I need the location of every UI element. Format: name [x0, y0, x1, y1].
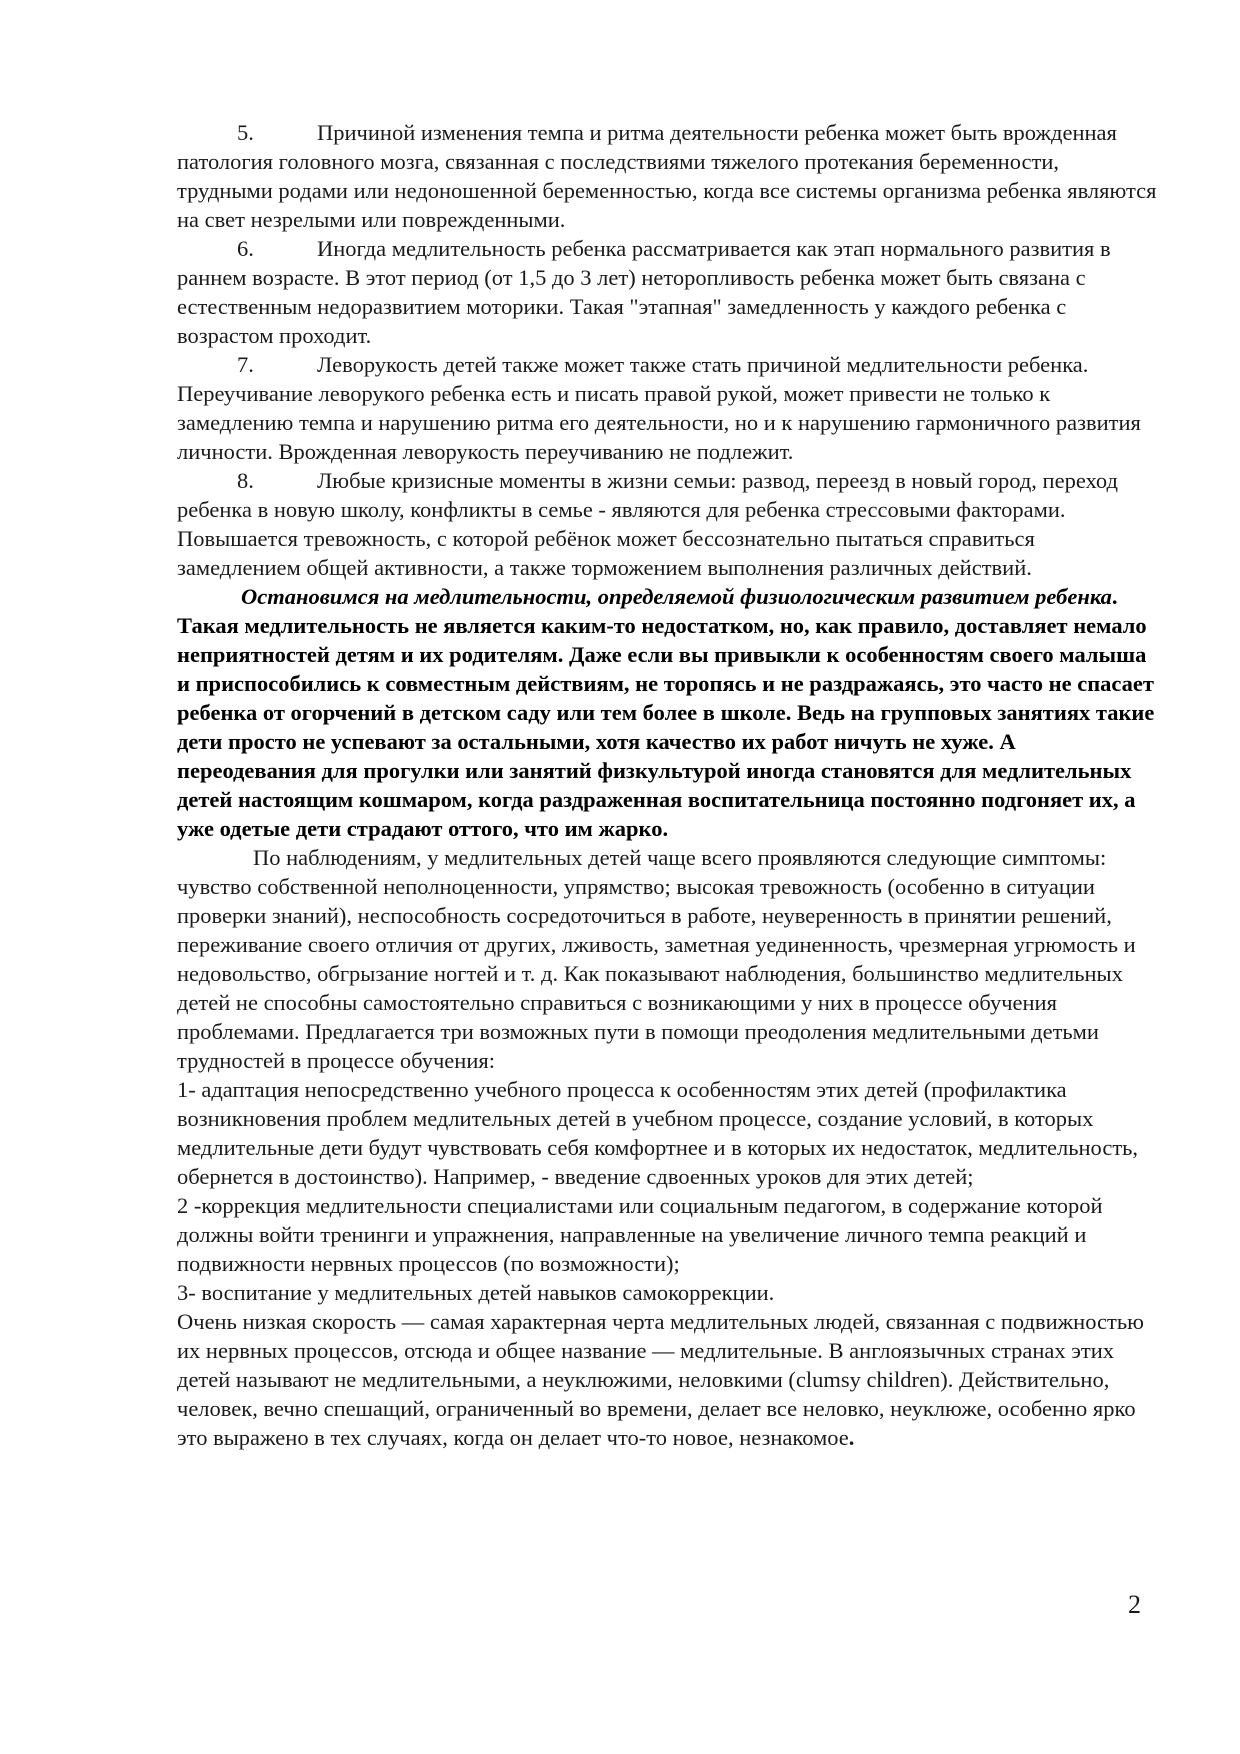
list-item-number: 7.: [237, 352, 254, 377]
paragraph-body-text: . Такая медлительность не является каким-то недостатком, но, как правило, доставляет немало неприятностей детям и их родителям. Даже если вы привыкли к особенностям своего малыша и приспособились к совместным действиям, не торопясь и не раздражаясь, это часто не спасает ребенка от огорчений в детском саду или тем более в школе. Ведь на групповых занятиях такие дети просто не успевают за остальными, хотя качество их работ ничуть не хуже. А переодевания для прогулки или занятий физкультурой иногда становятся для медлительных детей настоящим кошмаром, когда раздраженная воспитательница постоянно подгоняет их, а уже одетые дети страдают оттого, что им жарко.: [177, 584, 1155, 841]
list-item-number: 6.: [237, 236, 254, 261]
list-item-text: Любые кризисные моменты в жизни семьи: развод, переезд в новый город, переход ребенка в новую школу, конфликты в семье - являются для ребенка стрессовыми факторами. Повышается тревожность, с которой ребёнок может бессознательно пытаться справиться замедлением общей активности, а также торможением выполнения различных действий.: [177, 468, 1118, 580]
observations-paragraph: По наблюдениям, у медлительных детей чаще всего проявляются следующие симптомы: чувство собственной неполноценности, упрямство; высокая тревожность (особенно в ситуации проверки знаний), неспособность сосредоточиться в работе, неуверенность в принятии решений, переживание своего отличия от других, лживость, заметная уединенность, чрезмерная угрюмость и недовольство, обгрызание ногтей и т. д. Как показывают наблюдения, большинство медлительных детей не способны самостоятельно справиться с возникающими у них в процессе обучения проблемами. Предлагается три возможных пути в помощи преодоления медлительными детьми трудностей в процессе обучения:: [177, 845, 1136, 1073]
list-item-number: 5.: [237, 120, 254, 145]
list-item-text: Леворукость детей также может также стать причиной медлительности ребенка. Переучивание леворукого ребенка есть и писать правой рукой, может привести не только к замедлению темпа и нарушению ритма его деятельности, но и к нарушению гармоничного развития личности. Врожденная леворукость переучиванию не подлежит.: [177, 352, 1141, 464]
way-item-1: 1- адаптация непосредственно учебного процесса к особенностям этих детей (профилактика возникновения проблем медлительных детей в учебном процессе, создание условий, в которых медлительные дети будут чувствовать себя комфортнее и в которых их недостаток, медлительность, обернется в достоинство). Например, - введение сдвоенных уроков для этих детей;: [177, 1077, 1139, 1189]
physiological-slowness-paragraph: [177, 582, 1157, 843]
list-item-5: [177, 118, 1157, 234]
way-item-3: 3- воспитание у медлительных детей навыков самокоррекции.: [177, 1280, 775, 1305]
list-item-7: [177, 350, 1157, 466]
list-item-8: [177, 466, 1157, 582]
list-item-text: Иногда медлительность ребенка рассматривается как этап нормального развития в раннем возрасте. В этот период (от 1,5 до 3 лет) неторопливость ребенка может быть связана с естественным недоразвитием моторики. Такая "этапная" замедленность у каждого ребенка с возрастом проходит.: [177, 236, 1111, 348]
paragraph-lead-phrase: Остановимся на медлительности, определяемой физиологическим развитием ребенка: [241, 584, 1112, 609]
way-item-2: 2 -коррекция медлительности специалистами или социальным педагогом, в содержание которой должны войти тренинги и упражнения, направленные на увеличение личного темпа реакций и подвижности нервных процессов (по возможности);: [177, 1193, 1103, 1276]
closing-period: .: [848, 1425, 855, 1450]
list-item-text: Причиной изменения темпа и ритма деятельности ребенка может быть врожденная патология головного мозга, связанная с последствиями тяжелого протекания беременности, трудными родами или недоношенной беременностью, когда все системы организма ребенка являются на свет незрелыми или поврежденными.: [177, 120, 1157, 232]
closing-paragraph: [177, 1307, 1157, 1452]
list-item-number: 8.: [237, 468, 254, 493]
list-item-6: [177, 234, 1157, 350]
closing-text: Очень низкая скорость — самая характерная черта медлительных людей, связанная с подвижностью их нервных процессов, отсюда и общее название — медлительные. В англоязычных странах этих детей называют не медлительными, а неуклюжими, неловкими (clumsy children). Действительно, человек, вечно спешащий, ограниченный во времени, делает все неловко, неуклюже, особенно ярко это выражено в тех случаях, когда он делает что-то новое, незнакомое: [177, 1309, 1144, 1450]
page-body: [177, 118, 1157, 1452]
page-number: 2: [1128, 1590, 1141, 1619]
